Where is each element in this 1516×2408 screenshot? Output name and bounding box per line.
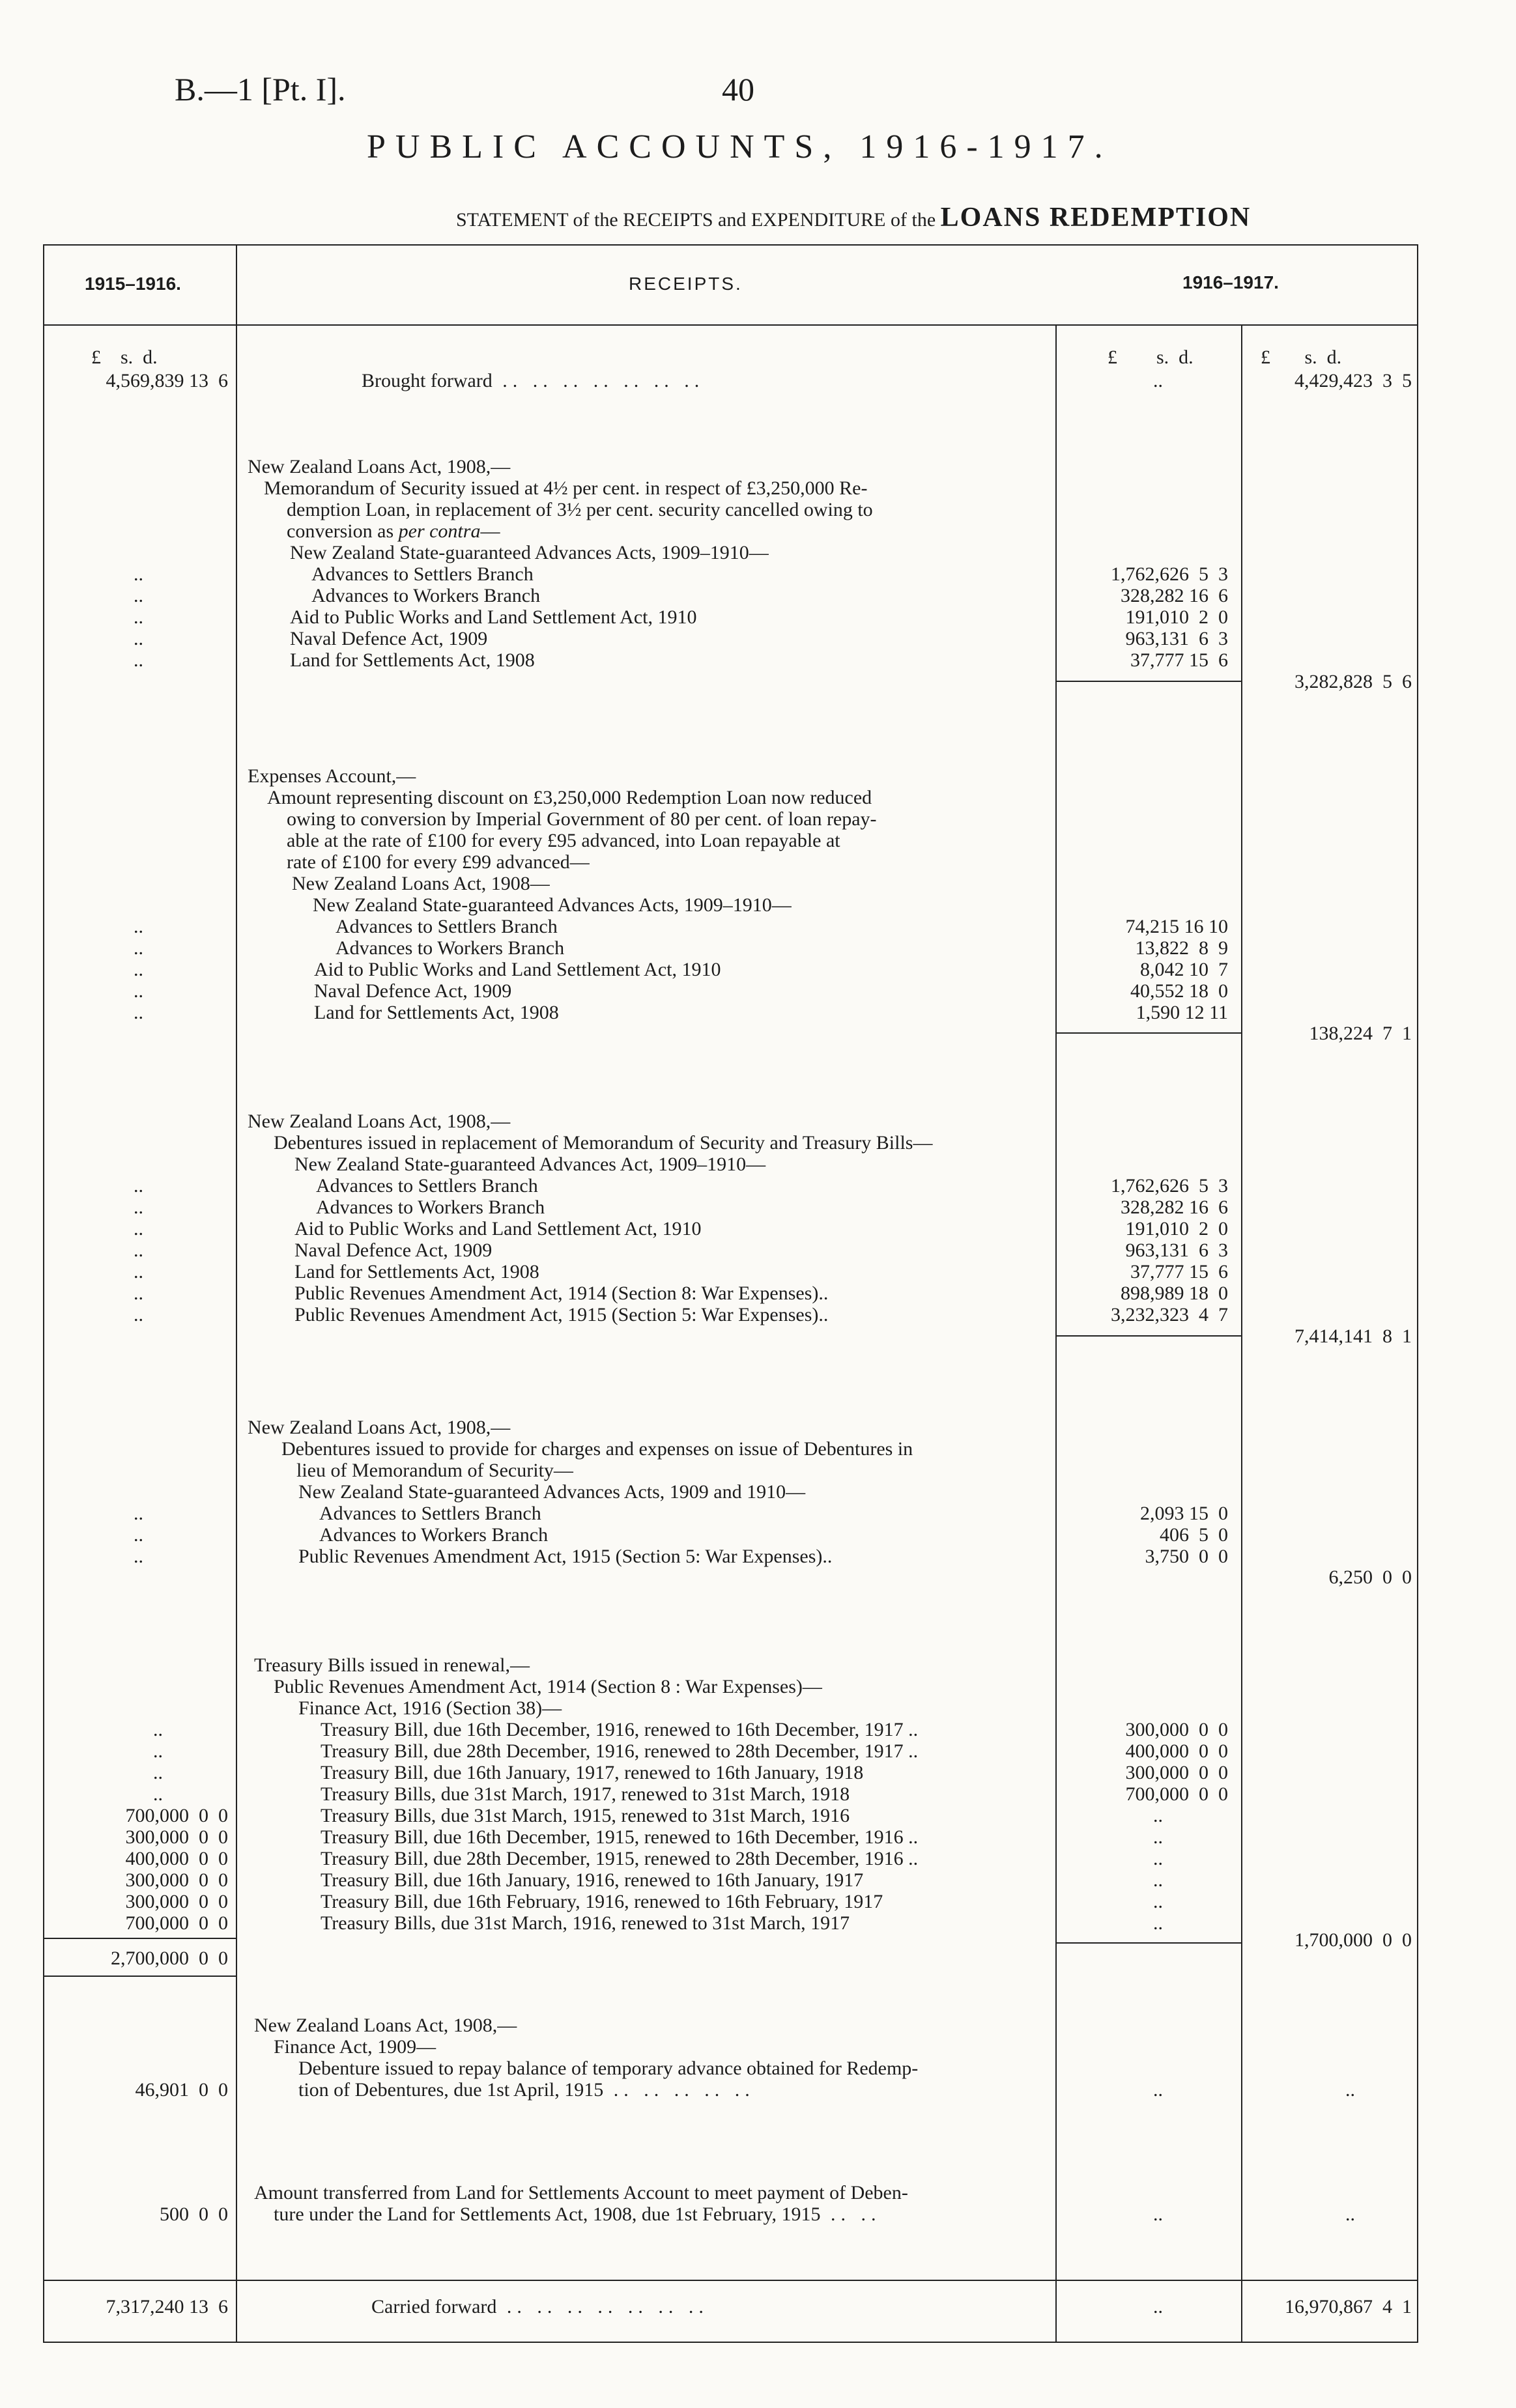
sec2-line1: Expenses Account,—: [248, 765, 416, 787]
sec5-item-4: Treasury Bills, due 31st March, 1915, renewed to 31st March, 1916: [321, 1805, 850, 1826]
leader-dots: ..: [134, 937, 143, 959]
sec2-item-2: Aid to Public Works and Land Settlement Act, 1910: [314, 959, 721, 980]
sec3-item-2: Aid to Public Works and Land Settlement Act, 1910: [294, 1218, 702, 1239]
sec1-line4-b: per contra: [398, 520, 481, 542]
page-title: PUBLIC ACCOUNTS, 1916-1917.: [367, 128, 1113, 165]
sec5-amt-5: ..: [1153, 1826, 1163, 1848]
sec2-line3: owing to conversion by Imperial Government of 80 per cent. of loan repay-: [287, 808, 877, 830]
sec3-item-5: Public Revenues Amendment Act, 1914 (Section 8: War Expenses)..: [294, 1282, 829, 1304]
leader-dots: ..: [134, 1261, 143, 1282]
sec5-prev-0: ..: [153, 1719, 163, 1740]
sec2-item-1: Advances to Workers Branch: [336, 937, 565, 959]
carried-forward-mid: ..: [1153, 2296, 1163, 2317]
sec2-amt-2: 8,042 10 7: [1140, 959, 1228, 980]
leader-dots: ..: [134, 1503, 143, 1524]
leader-dots: ..: [134, 1002, 143, 1023]
sec1-line1: New Zealand Loans Act, 1908,—: [248, 456, 511, 477]
sec5-prev-3: ..: [153, 1783, 163, 1805]
sec6-line1: New Zealand Loans Act, 1908,—: [254, 2015, 517, 2036]
sec2-item-3: Naval Defence Act, 1909: [314, 980, 512, 1002]
sec3-amt-0: 1,762,626 5 3: [1111, 1175, 1228, 1197]
leader-dots: .. .. .. .. .. .. ..: [492, 370, 705, 391]
sec5-prev-7: 300,000 0 0: [125, 1869, 228, 1891]
leader-dots: .. .. .. .. .. .. ..: [496, 2296, 709, 2317]
leader-dots: ..: [134, 606, 143, 628]
leader-dots: .. ..: [820, 2203, 881, 2225]
leader-dots: ..: [134, 649, 143, 671]
sec6-total: ..: [1345, 2079, 1355, 2101]
carried-forward-top-rule: [43, 2280, 1418, 2281]
carried-forward-label: [371, 2296, 709, 2317]
sec5-amt-4: ..: [1153, 1805, 1163, 1826]
leader-dots: ..: [134, 1197, 143, 1218]
leader-dots: ..: [134, 980, 143, 1002]
sec7-line2: [274, 2203, 881, 2225]
subtitle-account: LOANS REDEMPTION: [940, 203, 1251, 233]
table-right-border: [1417, 244, 1418, 2343]
sec5-prev-6: 400,000 0 0: [125, 1848, 228, 1869]
table-bottom-rule: [43, 2342, 1418, 2343]
leader-dots: .. .. .. .. ..: [603, 2079, 755, 2101]
sec5-prev-subtotal-rule: [44, 1938, 236, 1939]
sec1-subtotal-rule: [1057, 681, 1241, 682]
sec5-prev-8: 300,000 0 0: [125, 1891, 228, 1912]
unit-label-mid: £ s. d.: [1108, 347, 1194, 368]
sec1-line5: New Zealand State-guaranteed Advances Acts, 1909–1910—: [290, 542, 769, 563]
sec5-item-7: Treasury Bill, due 16th January, 1916, renewed to 16th January, 1917: [321, 1869, 864, 1891]
leader-dots: ..: [134, 959, 143, 980]
brought-forward-text: Brought forward: [362, 370, 493, 391]
sec1-item-1: Advances to Workers Branch: [311, 585, 541, 606]
sec4-item-0: Advances to Settlers Branch: [319, 1503, 541, 1524]
sec5-item-2: Treasury Bill, due 16th January, 1917, renewed to 16th January, 1918: [321, 1762, 864, 1783]
leader-dots: ..: [134, 563, 143, 585]
leader-dots: ..: [134, 585, 143, 606]
sec2-amt-4: 1,590 12 11: [1136, 1002, 1228, 1023]
sec3-amt-4: 37,777 15 6: [1130, 1261, 1228, 1282]
leader-dots: ..: [134, 1282, 143, 1304]
sec3-item-6: Public Revenues Amendment Act, 1915 (Section 5: War Expenses)..: [294, 1304, 829, 1325]
page-number: 40: [722, 71, 754, 107]
subtitle-prefix: STATEMENT of the RECEIPTS and EXPENDITURE of the: [456, 209, 936, 231]
sec7-mid: ..: [1153, 2203, 1163, 2225]
sec3-amt-1: 328,282 16 6: [1121, 1197, 1228, 1218]
sec3-item-1: Advances to Workers Branch: [316, 1197, 545, 1218]
sec4-total: 6,250 0 0: [1328, 1566, 1412, 1588]
sec5-prev-total: 2,700,000 0 0: [111, 1948, 228, 1969]
sec5-item-1: Treasury Bill, due 28th December, 1916, renewed to 28th December, 1917 ..: [321, 1740, 919, 1762]
sec5-line1: Treasury Bills issued in renewal,—: [254, 1654, 530, 1676]
carried-forward-total: 16,970,867 4 1: [1285, 2296, 1412, 2317]
leader-dots: ..: [134, 1218, 143, 1239]
sec2-amt-3: 40,552 18 0: [1130, 980, 1228, 1002]
brought-forward-prev: 4,569,839 13 6: [106, 370, 228, 391]
sec3-total: 7,414,141 8 1: [1294, 1325, 1412, 1347]
sec2-total: 138,224 7 1: [1309, 1023, 1412, 1044]
document-reference: B.—1 [Pt. I].: [175, 71, 346, 107]
sec3-line2: Debentures issued in replacement of Memorandum of Security and Treasury Bills—: [274, 1132, 933, 1154]
sec1-line3: demption Loan, in replacement of 3½ per cent. security cancelled owing to: [287, 499, 873, 520]
sec3-amt-6: 3,232,323 4 7: [1111, 1304, 1228, 1325]
sec5-line2: Public Revenues Amendment Act, 1914 (Section 8 : War Expenses)—: [274, 1676, 822, 1697]
prev-year-divider: [236, 244, 237, 2343]
sec1-item-3: Naval Defence Act, 1909: [290, 628, 488, 649]
sec1-item-4: Land for Settlements Act, 1908: [290, 649, 535, 671]
sec5-line3: Finance Act, 1916 (Section 38)—: [298, 1697, 562, 1719]
statement-subtitle: [456, 202, 1251, 233]
sec6-line4: [298, 2079, 755, 2101]
table-left-border: [43, 244, 44, 2343]
sec2-line5: rate of £100 for every £99 advanced—: [287, 851, 590, 873]
sec6-line2: Finance Act, 1909—: [274, 2036, 436, 2058]
sec5-prev-9: 700,000 0 0: [125, 1912, 228, 1934]
sec7-prev: 500 0 0: [160, 2203, 228, 2225]
carried-forward-prev: 7,317,240 13 6: [106, 2296, 228, 2317]
curr-year-header-rule: [1055, 324, 1417, 326]
sec5-item-5: Treasury Bill, due 16th December, 1915, renewed to 16th December, 1916 ..: [321, 1826, 919, 1848]
sec5-prev-2: ..: [153, 1762, 163, 1783]
brought-forward-label: [362, 370, 704, 391]
leader-dots: ..: [134, 628, 143, 649]
brought-forward-total: 4,429,423 3 5: [1294, 370, 1412, 391]
leader-dots: ..: [134, 1239, 143, 1261]
sec4-amt-2: 3,750 0 0: [1145, 1546, 1228, 1567]
sec3-line1: New Zealand Loans Act, 1908,—: [248, 1111, 511, 1132]
table-top-rule: [43, 244, 1418, 246]
sec1-amt-3: 963,131 6 3: [1125, 628, 1228, 649]
sec5-prev-5: 300,000 0 0: [125, 1826, 228, 1848]
sec1-line2: Memorandum of Security issued at 4½ per cent. in respect of £3,250,000 Re-: [264, 477, 868, 499]
sec5-amt-9: ..: [1153, 1912, 1163, 1934]
sec4-item-2: Public Revenues Amendment Act, 1915 (Section 5: War Expenses)..: [298, 1546, 833, 1567]
sec1-item-2: Aid to Public Works and Land Settlement Act, 1910: [290, 606, 697, 628]
unit-label-right: £ s. d.: [1261, 347, 1342, 368]
sec4-line3: lieu of Memorandum of Security—: [296, 1460, 573, 1481]
sec2-item-0: Advances to Settlers Branch: [336, 916, 558, 937]
sec1-line4-a: conversion as: [287, 520, 399, 542]
sec2-amt-0: 74,215 16 10: [1125, 916, 1228, 937]
sec5-amt-7: ..: [1153, 1869, 1163, 1891]
sec2-line6: New Zealand Loans Act, 1908—: [292, 873, 550, 894]
prev-year-header: 1915–1916.: [85, 274, 181, 294]
curr-year-header: 1916–1917.: [1182, 272, 1279, 292]
sec1-amt-4: 37,777 15 6: [1130, 649, 1228, 671]
sec5-amt-8: ..: [1153, 1891, 1163, 1912]
unit-label-prev: £ s. d.: [91, 347, 158, 368]
sec5-mid-subtotal-rule: [1057, 1942, 1241, 1944]
leader-dots: ..: [134, 1546, 143, 1567]
sec5-prev-4: 700,000 0 0: [125, 1805, 228, 1826]
sec6-line4-text: tion of Debentures, due 1st April, 1915: [298, 2079, 604, 2101]
sec2-item-4: Land for Settlements Act, 1908: [314, 1002, 559, 1023]
sec3-item-3: Naval Defence Act, 1909: [294, 1239, 493, 1261]
sec5-item-9: Treasury Bills, due 31st March, 1916, renewed to 31st March, 1917: [321, 1912, 850, 1934]
sec5-item-0: Treasury Bill, due 16th December, 1916, renewed to 16th December, 1917 ..: [321, 1719, 919, 1740]
sec7-line2-text: ture under the Land for Settlements Act, 1908, due 1st February, 1915: [274, 2203, 821, 2225]
sec4-amt-1: 406 5 0: [1160, 1524, 1228, 1546]
receipts-header: RECEIPTS.: [629, 274, 743, 294]
sec2-line2: Amount representing discount on £3,250,000 Redemption Loan now reduced: [267, 787, 872, 808]
sec1-total: 3,282,828 5 6: [1294, 671, 1412, 692]
leader-dots: ..: [134, 1524, 143, 1546]
sec1-amt-1: 328,282 16 6: [1121, 585, 1228, 606]
sec5-total: 1,700,000 0 0: [1294, 1929, 1412, 1951]
sec2-amt-1: 13,822 8 9: [1135, 937, 1228, 959]
sec3-item-0: Advances to Settlers Branch: [316, 1175, 538, 1197]
sec3-subtotal-rule: [1057, 1335, 1241, 1337]
sec6-prev: 46,901 0 0: [135, 2079, 228, 2101]
sec7-total: ..: [1345, 2203, 1355, 2225]
sec5-item-6: Treasury Bill, due 28th December, 1915, renewed to 28th December, 1916 ..: [321, 1848, 919, 1869]
sec2-line4: able at the rate of £100 for every £95 advanced, into Loan repayable at: [287, 830, 840, 851]
leader-dots: ..: [134, 1175, 143, 1197]
sec5-amt-0: 300,000 0 0: [1125, 1719, 1228, 1740]
sec5-prev-total-rule: [44, 1976, 236, 1977]
sec3-line3: New Zealand State-guaranteed Advances Act, 1909–1910—: [294, 1154, 766, 1175]
sec1-amt-0: 1,762,626 5 3: [1111, 563, 1228, 585]
sec5-item-8: Treasury Bill, due 16th February, 1916, renewed to 16th February, 1917: [321, 1891, 883, 1912]
sec3-item-4: Land for Settlements Act, 1908: [294, 1261, 539, 1282]
sec5-item-3: Treasury Bills, due 31st March, 1917, renewed to 31st March, 1918: [321, 1783, 850, 1805]
sec6-line3: Debenture issued to repay balance of temporary advance obtained for Redemp-: [298, 2058, 919, 2079]
leader-dots: ..: [134, 1304, 143, 1325]
sec4-line4: New Zealand State-guaranteed Advances Acts, 1909 and 1910—: [298, 1481, 806, 1503]
sec2-subtotal-rule: [1057, 1032, 1241, 1034]
sec6-mid: ..: [1153, 2079, 1163, 2101]
sec4-amt-0: 2,093 15 0: [1140, 1503, 1228, 1524]
sec5-amt-6: ..: [1153, 1848, 1163, 1869]
sec7-line1: Amount transferred from Land for Settlements Account to meet payment of Deben-: [254, 2182, 908, 2203]
sec3-amt-2: 191,010 2 0: [1125, 1218, 1228, 1239]
sec5-amt-1: 400,000 0 0: [1125, 1740, 1228, 1762]
brought-forward-mid: ..: [1153, 370, 1163, 391]
sec1-item-0: Advances to Settlers Branch: [311, 563, 534, 585]
leader-dots: ..: [134, 916, 143, 937]
sec2-line7: New Zealand State-guaranteed Advances Acts, 1909–1910—: [313, 894, 792, 916]
sec5-prev-1: ..: [153, 1740, 163, 1762]
sec4-item-1: Advances to Workers Branch: [319, 1524, 549, 1546]
sec1-line4: [287, 520, 500, 542]
sec5-amt-2: 300,000 0 0: [1125, 1762, 1228, 1783]
sec4-line2: Debentures issued to provide for charges and expenses on issue of Debentures in: [281, 1438, 913, 1460]
sec3-amt-5: 898,989 18 0: [1121, 1282, 1228, 1304]
carried-forward-text: Carried forward: [371, 2296, 497, 2317]
sec5-amt-3: 700,000 0 0: [1125, 1783, 1228, 1805]
sec1-line4-c: —: [480, 520, 500, 542]
sec4-line1: New Zealand Loans Act, 1908,—: [248, 1417, 511, 1438]
sec1-amt-2: 191,010 2 0: [1125, 606, 1228, 628]
sec3-amt-3: 963,131 6 3: [1125, 1239, 1228, 1261]
